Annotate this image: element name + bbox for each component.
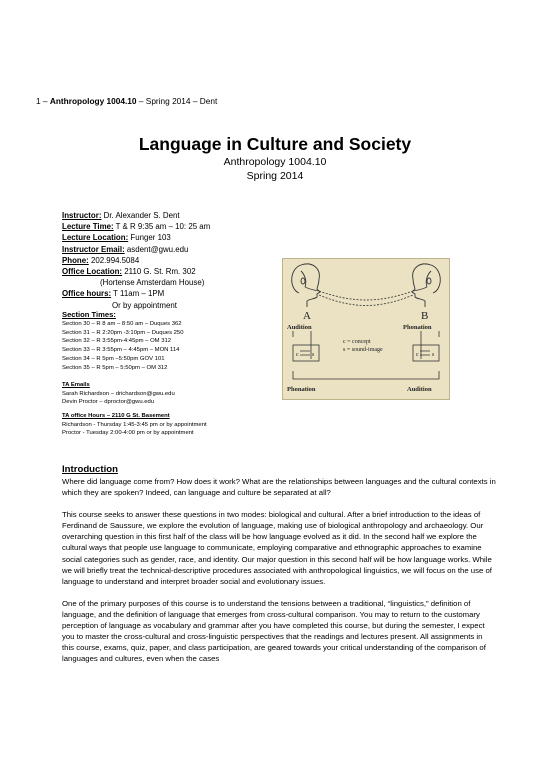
figure-legend-concept: c = concept: [343, 339, 371, 345]
hours-row: [62, 288, 292, 299]
hours-extra: Or by appointment: [112, 300, 177, 310]
section-item: Section 30 – R 8 am – 8:50 am – Duques 362: [62, 321, 182, 327]
figure-legend-sound: s = sound-image: [343, 347, 383, 353]
introduction-heading: Introduction: [62, 464, 118, 475]
course-term: Spring 2014: [246, 170, 304, 182]
title-block: [0, 133, 550, 183]
section-item: Section 31 – R 2:20pm -3:10pm – Duques 250: [62, 329, 184, 336]
instructor-value: Dr. Alexander S. Dent: [101, 211, 180, 220]
page-header: [36, 96, 217, 106]
ta-hours-item: Proctor - Tuesday 2:00-4:00 pm or by appointment: [62, 430, 194, 437]
head-a-icon: [292, 264, 320, 307]
svg-text:s: s: [312, 352, 315, 358]
document-title: Language in Culture and Society: [138, 134, 412, 154]
introduction-paragraph: One of the primary purposes of this course is to understand the tensions between a traditional, “linguistics,” definition of language, and the definition of language that emerges from cross-cultural comparison. You may to return to the customary perception of language as vocabulary and grammar after you have completed this course, but during the semester, I expect you to master the cross-cultural and cross-linguistic perspectives that the readings and lectures present. All assignments in this course, exams, quiz, paper, and class participation, are geared towards your critical understanding of the comparison of languages and cultures, even when the cases: [62, 598, 486, 664]
figure-audition-left: Audition: [287, 324, 312, 331]
instructor-row: [62, 210, 292, 221]
introduction-paragraph: Where did language come from? How does it work? What are the relationships between languages and the cultural contexts in which they are spoken? Indeed, can language and culture be separated at all?: [62, 477, 496, 498]
hours-value: T 11am – 1PM: [111, 289, 165, 299]
figure-label-b: B: [421, 310, 429, 322]
lecture-time-row: [62, 221, 292, 232]
course-number: Anthropology 1004.10: [223, 156, 327, 168]
figure-audition-right: Audition: [407, 386, 432, 393]
lecture-location-value: Funger 103: [128, 233, 171, 243]
section-item: Section 35 – R 5pm – 5:50pm – OM 312: [62, 364, 168, 371]
figure-phonation-right: Phonation: [403, 324, 432, 331]
email-value[interactable]: asdent@gwu.edu: [124, 244, 189, 254]
ta-hours-heading: TA office Hours – 2110 G St. Basement: [62, 413, 170, 419]
course-info: [62, 210, 292, 311]
figure-label-a: A: [303, 310, 311, 322]
section-item: Section 32 – R 3:55pm-4:45pm – OM 312: [62, 338, 172, 345]
introduction-paragraph: This course seeks to answer these questions in two modes: biological and cultural. After a brief introduction to the ideas of Ferdinand de Saussure, we explore the evolution of language, making use of biological anthropology and archaeology. Our overarching question in this first half of the class will be how language evolved as it did. In the second half we explore the cultural ways that people use language to communicate, employing comparative and ethnographic approaches to examine social categories such as gender, race, and identity. Our major question in this second half will be how language works. While we will briefly treat the technical-descriptive procedures associated with anthropological linguistics, we will focus on the use of language to understand and interpret broader social and evolutionary issues.: [62, 510, 492, 586]
header-suffix: – Spring 2014 – Dent: [138, 96, 218, 106]
ta-email-item: Devin Proctor – dproctor@gwu.edu: [62, 399, 155, 406]
office-label: Office Location:: [62, 267, 123, 277]
ta-hours-item: Richardson - Thursday 1:45-3:45 pm or by appointment: [62, 421, 207, 428]
svg-text:c: c: [296, 352, 299, 358]
svg-text:c: c: [416, 352, 419, 358]
sound-path-bottom: [319, 295, 413, 306]
section-times-heading: Section Times:: [62, 310, 116, 319]
head-b-icon: [412, 264, 440, 307]
phone-label: Phone:: [62, 255, 89, 265]
lecture-time-label: Lecture Time:: [62, 222, 114, 232]
speech-circuit-figure: [282, 258, 450, 400]
header-course: Anthropology 1004.10: [49, 96, 137, 106]
phone-row: [62, 255, 292, 266]
ta-office-hours: [62, 412, 302, 438]
introduction-section: [62, 464, 496, 675]
lecture-location-row: [62, 232, 292, 243]
svg-text:s: s: [432, 352, 435, 358]
section-item: Section 34 – R 5pm –5:50pm GOV 101: [62, 355, 165, 362]
phone-value: 202.994.5084: [88, 255, 140, 265]
office-building: (Hortense Amsterdam House): [100, 278, 205, 288]
ta-email-item: Sarah Richardson – drichardson@gwu.edu: [62, 390, 175, 397]
lecture-time-value: T & R 9:35 am – 10: 25 am: [113, 222, 211, 232]
lecture-location-label: Lecture Location:: [62, 233, 129, 243]
ta-emails: [62, 381, 302, 407]
office-row: [62, 266, 292, 277]
section-item: Section 33 – R 3:55pm – 4:45pm – MON 114: [62, 347, 180, 354]
email-row: [62, 244, 292, 255]
figure-phonation-left: Phonation: [287, 386, 316, 393]
ta-emails-heading: TA Emails: [62, 382, 90, 388]
instructor-label: Instructor:: [62, 211, 102, 220]
hours-label: Office hours:: [62, 289, 112, 299]
header-prefix: 1 –: [36, 96, 48, 106]
sound-path-top: [319, 291, 413, 300]
email-label: Instructor Email:: [62, 244, 125, 254]
office-value: 2110 G. St. Rm. 302: [122, 267, 196, 277]
speech-circuit-diagram: [283, 259, 449, 399]
section-times: [62, 310, 302, 372]
